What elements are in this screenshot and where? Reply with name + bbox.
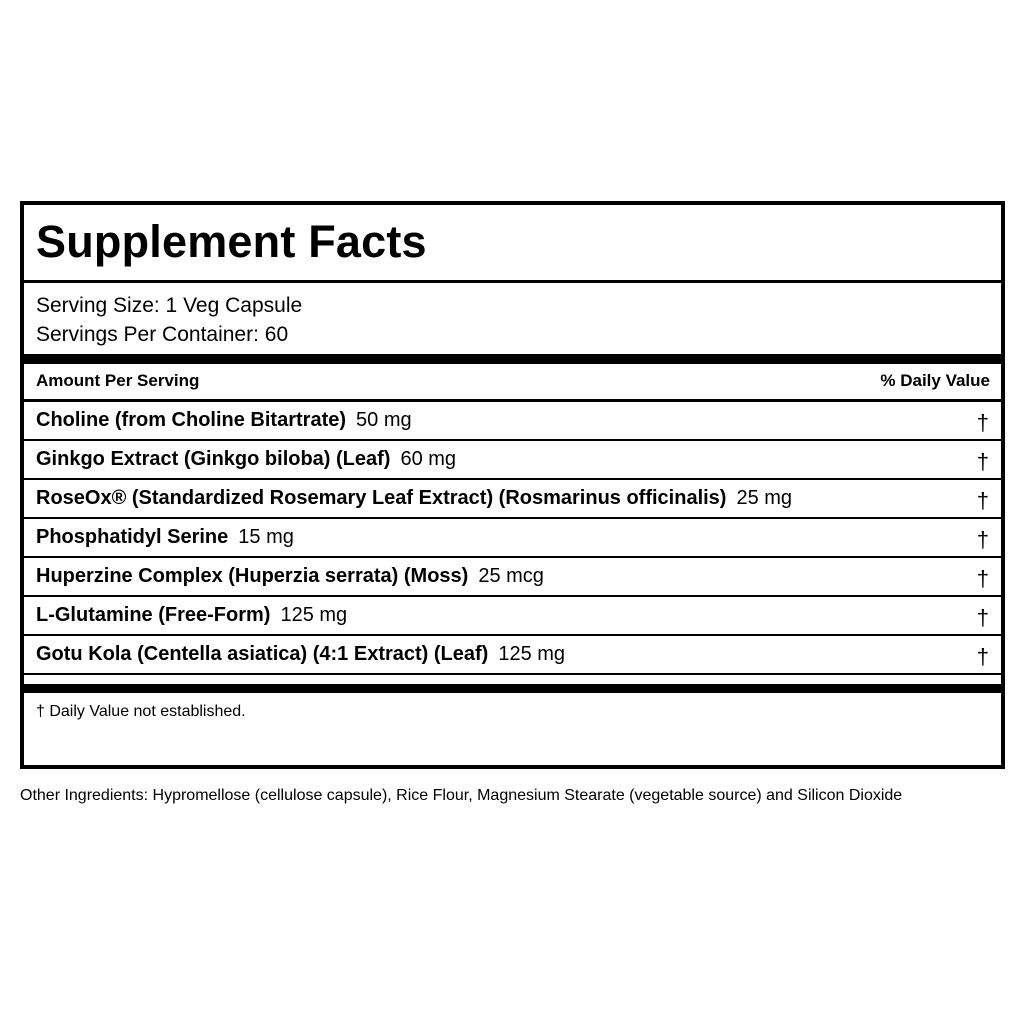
- ingredient-name: [36, 604, 347, 627]
- thick-divider-top: [24, 354, 1001, 364]
- serving-size: Serving Size: 1 Veg Capsule: [36, 294, 303, 317]
- ingredient-name: [36, 448, 456, 471]
- ingredient-amount: 125 mg: [280, 604, 348, 626]
- ingredient-amount: 60 mg: [400, 448, 457, 470]
- daily-value: †: [976, 605, 989, 630]
- footnote: † Daily Value not established.: [36, 703, 246, 720]
- servings-per-container: Servings Per Container: 60: [36, 323, 289, 346]
- daily-value: †: [976, 449, 989, 474]
- table-row: [24, 636, 1001, 675]
- ingredient-label: Ginkgo Extract (Ginkgo biloba) (Leaf): [36, 448, 391, 470]
- ingredient-label: RoseOx® (Standardized Rosemary Leaf Extract) (Rosmarinus officinalis): [36, 487, 727, 509]
- ingredient-amount: 15 mg: [238, 526, 294, 548]
- ingredient-amount: 25 mg: [736, 487, 793, 509]
- ingredient-amount: 25 mcg: [478, 565, 544, 587]
- other-ingredients: Other Ingredients: Hypromellose (cellulose capsule), Rice Flour, Magnesium Stearate (vegetable source) and Silicon Dioxide: [20, 787, 903, 804]
- daily-value: †: [976, 410, 989, 435]
- title-block: [24, 205, 1001, 283]
- daily-value-header: % Daily Value: [880, 371, 990, 390]
- amount-per-serving-header: Amount Per Serving: [36, 371, 200, 390]
- table-row: [24, 519, 1001, 558]
- ingredient-amount: 125 mg: [498, 643, 566, 665]
- ingredient-name: [36, 526, 294, 549]
- ingredient-name: [36, 565, 544, 588]
- table-row: [24, 402, 1001, 441]
- ingredient-name: [36, 487, 792, 510]
- table-row: [24, 441, 1001, 480]
- daily-value: †: [976, 527, 989, 552]
- daily-value: †: [976, 566, 989, 591]
- ingredient-label: L-Glutamine (Free-Form): [36, 604, 271, 626]
- ingredient-label: Gotu Kola (Centella asiatica) (4:1 Extract) (Leaf): [36, 643, 489, 665]
- table-row: [24, 597, 1001, 636]
- ingredient-amount: 50 mg: [356, 409, 412, 431]
- ingredient-name: [36, 409, 412, 432]
- serving-info: [36, 291, 302, 349]
- table-header: [24, 364, 1001, 402]
- thick-divider-bottom: [24, 684, 1001, 693]
- panel-title: Supplement Facts: [36, 216, 427, 267]
- ingredient-name: [36, 643, 565, 666]
- daily-value: †: [976, 488, 989, 513]
- ingredient-rows: [24, 402, 1001, 675]
- table-row: [24, 558, 1001, 597]
- ingredient-label: Choline (from Choline Bitartrate): [36, 409, 347, 431]
- ingredient-label: Huperzine Complex (Huperzia serrata) (Moss): [36, 565, 469, 587]
- table-row: [24, 480, 1001, 519]
- daily-value: †: [976, 644, 989, 669]
- ingredient-label: Phosphatidyl Serine: [36, 526, 229, 548]
- supplement-facts-panel: [20, 201, 1005, 769]
